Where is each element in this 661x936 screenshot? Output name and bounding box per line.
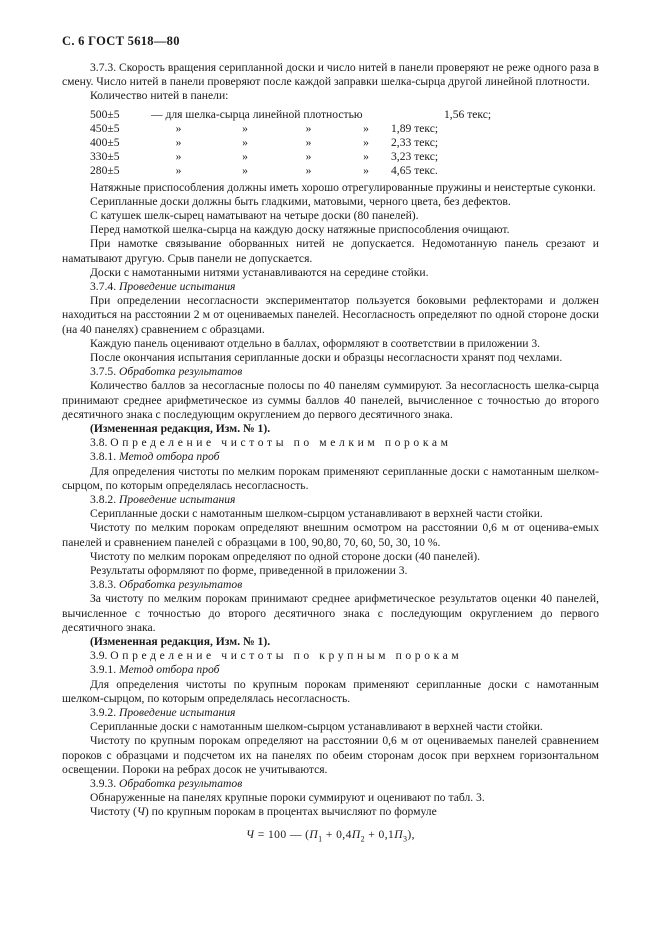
thread-count-cell: 400±5 (90, 135, 120, 149)
amendment-note: (Измененная редакция, Изм. № 1). (90, 635, 271, 649)
heading-3-9-3 (62, 777, 599, 791)
purity-symbol: Ч (136, 805, 145, 819)
density-value-cell: 2,33 текс; (391, 135, 439, 149)
paragraph-3-7-3: 3.7.3. Скорость вращения серипланной доски и число нитей в панели проверяют не реже одного раза в смену. Число нитей в панели проверяют после каждой заправки шелка-сырца другой линейной плотности. (62, 61, 599, 89)
heading-3-8-3 (62, 578, 599, 592)
paragraph-3-8-2d: Результаты оформляют по форме, приведенной в приложении 3. (90, 564, 408, 578)
section-title: Определение чистоты по мелким порокам (110, 436, 452, 450)
thread-count-cell: 500±5 (90, 107, 120, 121)
formula-part: + 0,4 (322, 827, 352, 841)
section-title: Проведение испытания (119, 279, 236, 293)
ditto-mark: » (175, 121, 182, 135)
ditto-mark: » (175, 135, 182, 149)
paragraph-3-9-2a: Серипланные доски с намотанным шелком-сырцом устанавливают в верхней части стойки. (90, 720, 543, 734)
heading-3-7-4 (62, 280, 599, 294)
page-header: С. 6 ГОСТ 5618—80 (62, 34, 180, 48)
heading-3-9 (62, 649, 599, 663)
section-title: Метод отбора проб (119, 450, 220, 464)
ditto-mark: » (305, 121, 312, 135)
section-title: Обработка результатов (119, 578, 243, 592)
paragraph-3-7-5: Количество баллов за несогласные полосы по 40 панелям суммируют. За несогласность шелка-сырца принимают среднее арифметическое из суммы баллов 40 панелей, вычисленное с точностью до второго десятичного знака с последующим округлением до первого десятичного знака. (62, 379, 599, 421)
ditto-mark: » (305, 135, 312, 149)
paragraph-3-9-2b: Чистоту по крупным порокам определяют на расстоянии 0,6 м от оцениваемых панелей сравнением пороков с образцами и подсчетом их на панелях по обеим сторонам досок при верхнем горизонтальном освещении. Пороки на ребрах досок не учитываются. (62, 734, 599, 776)
paragraph-3-8-3: За чистоту по мелким порокам принимают среднее арифметическое результатов оценки 40 панелей, вычисленное с точностью до второго десятичного знака с последующим округлением до первого десятичного знака. (62, 592, 599, 634)
paragraph-3-7-4c: После окончания испытания серипланные доски и образцы несогласности хранят под чехлами. (90, 350, 563, 364)
paragraph-3-8-2c: Чистоту по мелким порокам определяют по одной стороне доски (40 панелей). (90, 549, 481, 563)
ditto-mark: » (363, 164, 369, 178)
section-title: Определение чистоты по крупным порокам (110, 649, 463, 663)
formula-var: П (394, 827, 404, 841)
ditto-mark: » (242, 135, 248, 149)
section-title: Обработка результатов (119, 365, 243, 379)
formula-part: = 100 — ( (254, 827, 310, 841)
heading-3-8-1 (62, 450, 599, 464)
section-title: Проведение испытания (119, 706, 236, 720)
formula-subscript: 2 (360, 834, 365, 843)
ditto-mark: » (363, 135, 369, 149)
formula-var: П (351, 827, 361, 841)
ditto-mark: » (363, 150, 369, 164)
ditto-mark: » (363, 121, 369, 135)
formula-part: + 0,1 (365, 827, 395, 841)
paragraph-set: Доски с намотанными нитями устанавливаются на середине стойки. (90, 265, 429, 279)
table-row (90, 108, 599, 122)
table-row (90, 136, 599, 150)
thread-count-label: Количество нитей в панели: (90, 89, 229, 103)
ditto-mark: » (242, 150, 248, 164)
paragraph-3-8-2b: Чистоту по мелким порокам определяют внешним осмотром на расстоянии 0,6 м от оценива-емых панелей и сравнением панелей с образцами в 100, 90,80, 70, 60, 50, 30, 10 %. (62, 521, 599, 549)
section-number: 3.8. (90, 436, 108, 450)
density-value-cell: 4,65 текс. (391, 164, 438, 178)
ditto-mark: » (305, 150, 312, 164)
paragraph-3-8-2a: Серипланные доски с намотанным шелком-сырцом устанавливают в верхней части стойки. (90, 507, 543, 521)
density-value-cell: 1,56 текс; (444, 107, 492, 121)
purity-formula (62, 828, 599, 842)
density-value-cell: 1,89 текс; (391, 121, 439, 135)
ditto-mark: » (175, 150, 182, 164)
paragraph-3-8-1: Для определения чистоты по мелким порокам применяют серипланные доски с намотанным шелком-сырцом, по которым определялась несогласность. (62, 464, 599, 492)
heading-3-8 (62, 436, 599, 450)
section-number: 3.8.1. (90, 450, 117, 464)
density-text-cell: — для шелка-сырца линейной плотностью (151, 107, 363, 121)
paragraph-tension: Натяжные приспособления должны иметь хорошо отрегулированные пружины и неистертые суконки. (90, 180, 596, 194)
paragraph-before: Перед намоткой шелка-сырца на каждую доску натяжные приспособления очищают. (90, 223, 510, 237)
paragraph-3-9-3b (62, 805, 599, 819)
thread-count-cell: 330±5 (90, 150, 120, 164)
ditto-mark: » (242, 121, 248, 135)
text-fragment: ) по крупным порокам в процентах вычисляют по формуле (144, 805, 437, 819)
section-number: 3.7.5. (90, 365, 117, 379)
density-value-cell: 3,23 текс; (391, 150, 439, 164)
paragraph-bobbin: С катушек шелк-сырец наматывают на четыре доски (80 панелей). (90, 208, 419, 222)
paragraph-3-7-4b: Каждую панель оценивают отдельно в баллах, оформляют в соответствии в приложении 3. (90, 336, 541, 350)
paragraph-boards: Серипланные доски должны быть гладкими, матовыми, черного цвета, без дефектов. (90, 194, 511, 208)
formula-var: П (309, 827, 319, 841)
amendment-note: (Измененная редакция, Изм. № 1). (90, 422, 271, 435)
heading-3-9-2 (62, 706, 599, 720)
thread-count-table (90, 108, 599, 179)
section-number: 3.7.4. (90, 279, 117, 293)
table-row (90, 122, 599, 136)
section-title: Проведение испытания (119, 493, 236, 507)
paragraph-3-9-1: Для определения чистоты по крупным порокам применяют серипланные доски с намотанным шелком-сырцом, по которым определялась несогласность. (62, 677, 599, 705)
formula-subscript: 1 (318, 834, 323, 843)
heading-3-8-2 (62, 493, 599, 507)
section-title: Обработка результатов (119, 777, 243, 791)
formula-subscript: 3 (403, 834, 408, 843)
ditto-mark: » (175, 164, 182, 178)
section-number: 3.8.3. (90, 578, 117, 592)
text-fragment: Чистоту ( (90, 805, 137, 819)
paragraph-winding: При намотке связывание оборванных нитей не допускается. Недомотанную панель срезают и наматывают другую. Срыв панели не допускается. (62, 237, 599, 265)
heading-3-9-1 (62, 663, 599, 677)
thread-count-cell: 280±5 (90, 164, 120, 178)
formula-part: ), (407, 827, 415, 841)
section-number: 3.8.2. (90, 493, 117, 507)
section-number: 3.9.3. (90, 777, 117, 791)
section-number: 3.9.1. (90, 663, 117, 677)
thread-count-cell: 450±5 (90, 121, 120, 135)
section-title: Метод отбора проб (119, 663, 220, 677)
table-row (90, 164, 599, 178)
paragraph-3-9-3a: Обнаруженные на панелях крупные пороки суммируют и оценивают по табл. 3. (90, 791, 485, 805)
section-number: 3.9. (90, 649, 108, 663)
formula-lhs: Ч (246, 827, 255, 841)
ditto-mark: » (242, 164, 248, 178)
heading-3-7-5 (62, 365, 599, 379)
paragraph-3-7-4a: При определении несогласности экспериментатор пользуется боковыми рефлекторами и должен находиться на расстоянии 2 м от оцениваемых панелей. Несогласность определяют по одной стороне доски (на 40 панелях) сравнением с образцами. (62, 294, 599, 336)
table-row (90, 150, 599, 164)
ditto-mark: » (305, 164, 312, 178)
document-body (62, 61, 599, 842)
section-number: 3.9.2. (90, 706, 117, 720)
